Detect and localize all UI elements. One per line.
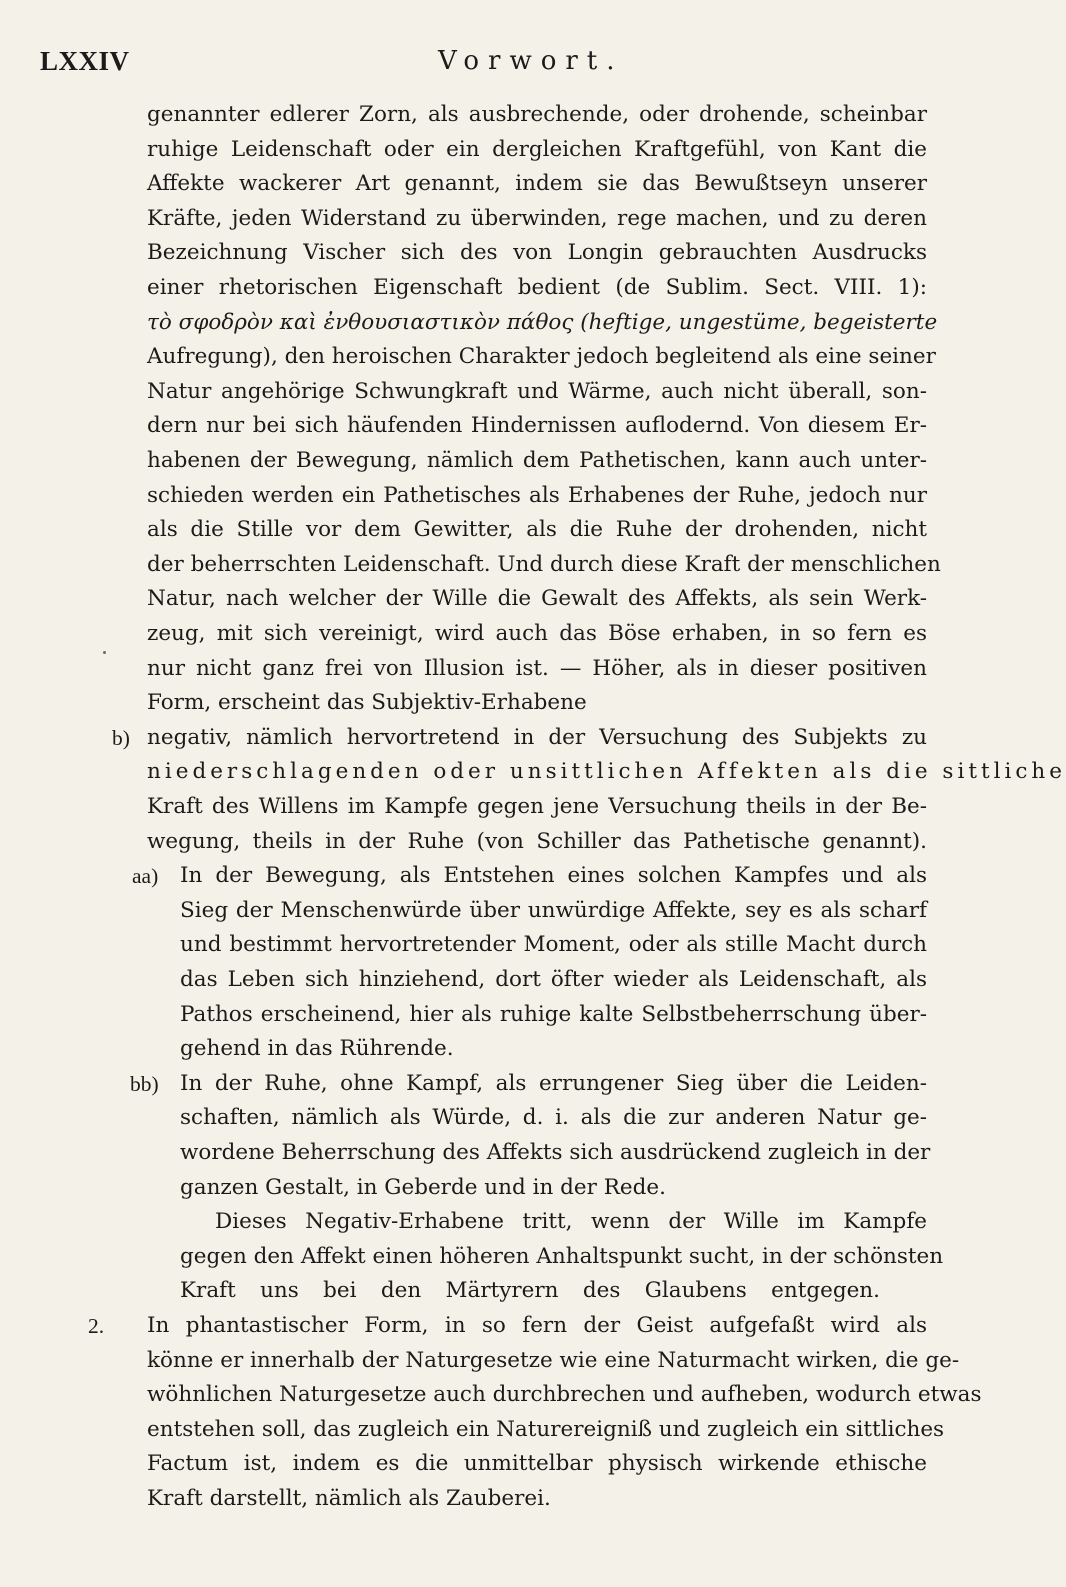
text-line: In phantastischer Form, in so fern der Geist aufgefaßt wird als <box>147 1313 927 1338</box>
text-line: Factum ist, indem es die unmittelbar physisch wirkende ethische <box>147 1451 927 1477</box>
text-line: Form, erscheint das Subjektiv-Erhabene <box>147 690 587 716</box>
text-line: negativ, nämlich hervortretend in der Versuchung des Subjekts zu <box>147 724 927 750</box>
text-line: wöhnlichen Naturgesetze auch durchbrechen und aufheben, wodurch etwas <box>147 1382 982 1408</box>
text-line: Kraft uns bei den Märtyrern des Glaubens entgegen. <box>180 1278 880 1304</box>
text-line: das Leben sich hinziehend, dort öfter wieder als Leidenschaft, als <box>180 967 927 992</box>
text-line: und bestimmt hervortretender Moment, oder als stille Macht durch <box>180 932 927 958</box>
text-line: ganzen Gestalt, in Geberde und in der Rede. <box>180 1174 666 1200</box>
text-line: In der Bewegung, als Entstehen eines solchen Kampfes und als <box>180 863 927 889</box>
text-line: schieden werden ein Pathetisches als Erhabenes der Ruhe, jedoch nur <box>147 482 927 508</box>
text-line: In der Ruhe, ohne Kampf, als errungener Sieg über die Leiden- <box>180 1070 927 1096</box>
margin-dot <box>103 651 106 654</box>
text-line: Kraft des Willens im Kampfe gegen jene Versuchung theils in der Be- <box>147 794 927 819</box>
text-line: Bezeichnung Vischer sich des von Longin gebrauchten Ausdrucks <box>147 240 927 266</box>
list-marker-aa: aa) <box>132 864 159 889</box>
text-line: Natur, nach welcher der Wille die Gewalt des Affekts, als sein Werk- <box>147 586 927 612</box>
text-line: wegung, theils in der Ruhe (von Schiller das Pathetische genannt). <box>147 828 927 854</box>
page-header <box>40 46 940 86</box>
text-line: könne er innerhalb der Naturgesetze wie eine Naturmacht wirken, die ge- <box>147 1347 960 1373</box>
text-line: gehend in das Rührende. <box>180 1036 454 1062</box>
text-line: nur nicht ganz frei von Illusion ist. — Höher, als in dieser positiven <box>147 655 927 681</box>
text-line: ruhige Leidenschaft oder ein dergleichen Kraftgefühl, von Kant die <box>147 136 927 162</box>
list-marker-b: b) <box>112 725 130 750</box>
text-line-greek: τὸ σφοδρὸν καὶ ἐνθουσιαστικὸν πάθος (heftige, ungestüme, begeisterte <box>147 309 938 335</box>
text-line: Aufregung), den heroischen Charakter jedoch begleitend als eine seiner <box>147 344 936 370</box>
text-line: als die Stille vor dem Gewitter, als die Ruhe der drohenden, nicht <box>147 517 927 543</box>
text-line: einer rhetorischen Eigenschaft bedient (de Sublim. Sect. VIII. 1): <box>147 275 927 300</box>
text-line: Kräfte, jeden Widerstand zu überwinden, rege machen, und zu deren <box>147 205 927 231</box>
text-line: Dieses Negativ-Erhabene tritt, wenn der Wille im Kampfe <box>215 1209 927 1235</box>
text-line: Kraft darstellt, nämlich als Zauberei. <box>147 1486 551 1511</box>
list-marker-bb: bb) <box>130 1071 159 1096</box>
text-line: wordene Beherrschung des Affekts sich ausdrückend zugleich in der <box>180 1140 931 1165</box>
text-line: genannter edlerer Zorn, als ausbrechende, oder drohende, scheinbar <box>147 102 927 127</box>
text-line: gegen den Affekt einen höheren Anhaltspunkt sucht, in der schönsten <box>180 1243 944 1269</box>
text-line: zeug, mit sich vereinigt, wird auch das Böse erhaben, in so fern es <box>147 621 927 646</box>
text-line: entstehen soll, das zugleich ein Naturereigniß und zugleich ein sittliches <box>147 1416 945 1442</box>
text-line: niederschlagenden oder unsittlichen Affekten als die sittliche <box>147 759 1066 785</box>
list-marker-2: 2. <box>88 1314 105 1338</box>
page-number: LXXIV <box>40 46 130 76</box>
text-line: habenen der Bewegung, nämlich dem Pathetischen, kann auch unter- <box>147 448 927 473</box>
text-line: schaften, nämlich als Würde, d. i. als die zur anderen Natur ge- <box>180 1105 927 1131</box>
text-line: dern nur bei sich häufenden Hindernissen auflodernd. Von diesem Er- <box>147 413 927 439</box>
text-line: Sieg der Menschenwürde über unwürdige Affekte, sey es als scharf <box>180 897 927 923</box>
text-line: der beherrschten Leidenschaft. Und durch diese Kraft der menschlichen <box>147 551 941 577</box>
text-line: Natur angehörige Schwungkraft und Wärme, auch nicht überall, son- <box>147 378 927 404</box>
running-title: Vorwort. <box>438 46 624 76</box>
text-line: Affekte wackerer Art genannt, indem sie das Bewußtseyn unserer <box>147 171 927 197</box>
text-line: Pathos erscheinend, hier als ruhige kalte Selbstbeherrschung über- <box>180 1001 927 1027</box>
